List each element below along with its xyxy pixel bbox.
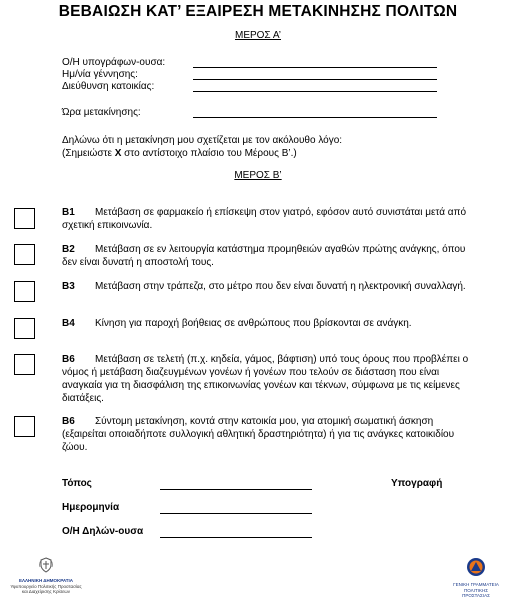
logo-right-line-1: ΓΕΝΙΚΗ ΓΡΑΜΜΑΤΕΙΑ	[453, 582, 499, 587]
option-code: Β3	[62, 281, 75, 292]
movement-time-input-line[interactable]	[193, 117, 437, 118]
form-title: ΒΕΒΑΙΩΣΗ ΚΑΤ’ ΕΞΑΙΡΕΣΗ ΜΕΤΑΚΙΝΗΣΗΣ ΠΟΛΙΤΩΝ	[58, 3, 458, 20]
part-b-heading: ΜΕΡΟΣ Β’	[234, 170, 282, 181]
option-code: Β1	[62, 207, 75, 218]
checkbox-b3[interactable]	[14, 281, 35, 302]
declarant-input-line[interactable]	[160, 537, 312, 538]
declaration-line-2-post: στο αντίστοιχο πλαίσιο του Μέρους Β’.)	[121, 148, 297, 159]
option-code: Β6	[62, 416, 75, 427]
option-text: Κίνηση για παροχή βοήθειας σε ανθρώπους που βρίσκονται σε ανάγκη.	[95, 318, 412, 329]
signatory-input-line[interactable]	[193, 67, 437, 68]
logo-left-line-2: Υφυπουργείο Πολιτικής Προστασίας	[10, 583, 82, 589]
option-text: Μετάβαση σε τελετή (π.χ. κηδεία, γάμος, βάφτιση) υπό τους όρους που προβλέπει ο νόμος ή μετάβαση διαζευγμένων γονέων ή γονέων που τελούν σε διάσταση που είναι αναγκαία για τη διασφάλιση της επικοινωνίας γονέων και τέκνων, σύμφωνα με τις κείμενες διατάξεις.	[62, 354, 469, 404]
greek-republic-emblem-icon	[6, 557, 86, 578]
birth-date-input-line[interactable]	[193, 79, 437, 80]
option-code: Β6	[62, 354, 75, 365]
logo-left-line-1: ΕΛΛΗΝΙΚΗ ΔΗΜΟΚΡΑΤΙΑ	[18, 578, 74, 583]
movement-time-label: Ώρα μετακίνησης:	[62, 107, 141, 118]
signature-label: Υπογραφή	[391, 478, 443, 489]
checkbox-b5[interactable]	[14, 354, 35, 375]
declaration-text	[62, 134, 482, 160]
option-b4	[62, 317, 476, 330]
checkbox-b6[interactable]	[14, 416, 35, 437]
part-a-heading: ΜΕΡΟΣ Α’	[234, 30, 281, 41]
logo-right-line-2: ΠΟΛΙΤΙΚΗΣ ΠΡΟΣΤΑΣΙΑΣ	[462, 587, 490, 598]
place-label: Τόπος	[62, 478, 92, 489]
civil-protection-logo	[450, 557, 502, 599]
option-code: Β4	[62, 318, 75, 329]
option-text: Μετάβαση σε φαρμακείο ή επίσκεψη στον γιατρό, εφόσον αυτό συνιστάται μετά από σχετική επικοινωνία.	[62, 207, 467, 231]
home-address-input-line[interactable]	[193, 91, 437, 92]
greek-republic-logo	[6, 557, 86, 595]
birth-date-label: Ημ/νία γέννησης:	[62, 69, 138, 80]
checkbox-b1[interactable]	[14, 208, 35, 229]
option-b5	[62, 353, 476, 405]
declaration-line-2	[62, 147, 482, 160]
declaration-x-mark: Χ	[114, 148, 122, 159]
option-text: Μετάβαση στην τράπεζα, στο μέτρο που δεν είναι δυνατή η ηλεκτρονική συναλλαγή.	[95, 281, 466, 292]
checkbox-b2[interactable]	[14, 244, 35, 265]
civil-protection-emblem-icon	[450, 557, 502, 582]
checkbox-b4[interactable]	[14, 318, 35, 339]
option-b3	[62, 280, 476, 293]
logo-left-line-3: και Διαχείρισης Κρίσεων	[21, 589, 71, 594]
option-b2	[62, 243, 476, 269]
signatory-label: Ο/Η υπογράφων-ουσα:	[62, 57, 166, 68]
place-input-line[interactable]	[160, 489, 312, 490]
home-address-label: Διεύθυνση κατοικίας:	[62, 81, 155, 92]
date-input-line[interactable]	[160, 513, 312, 514]
date-label: Ημερομηνία	[62, 502, 120, 513]
declaration-line-1: Δηλώνω ότι η μετακίνηση μου σχετίζεται με τον ακόλουθο λόγο:	[62, 135, 343, 146]
option-b6	[62, 415, 476, 454]
option-text: Σύντομη μετακίνηση, κοντά στην κατοικία μου, για ατομική σωματική άσκηση (εξαιρείται οποιαδήποτε συλλογική αθλητική δραστηριότητα) ή για τις ανάγκες κατοικιδίου ζώου.	[62, 416, 455, 453]
declaration-line-2-pre: (Σημειώστε	[62, 148, 115, 159]
option-b1	[62, 206, 476, 232]
option-code: Β2	[62, 244, 75, 255]
declarant-label: Ο/Η Δηλών-ουσα	[62, 526, 144, 537]
option-text: Μετάβαση σε εν λειτουργία κατάστημα προμηθειών αγαθών πρώτης ανάγκης, όπου δεν είναι δυνατή η αποστολή τους.	[62, 244, 466, 268]
